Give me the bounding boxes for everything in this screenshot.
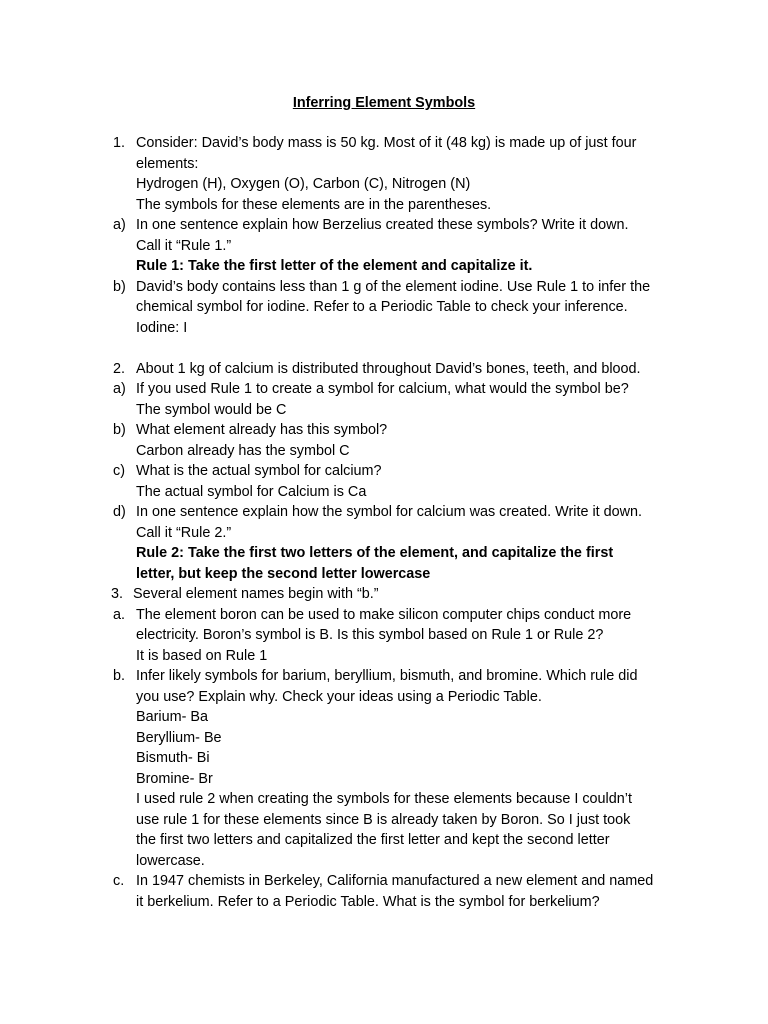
q3b-marker: b. [113, 668, 126, 684]
q2a-question: a) If you used Rule 1 to create a symbol for calcium, what would the symbol be? [0, 379, 696, 400]
q2d-marker: d) [113, 504, 126, 520]
q3b-explanation: use rule 1 for these elements since B is already taken by Boron. So I just took [136, 811, 631, 828]
q3b-answer: Bismuth- Bi [136, 750, 210, 766]
q1-line: elements: [136, 155, 199, 172]
q1a-marker: a) [113, 217, 126, 233]
document-title: Inferring Element Symbols [292, 95, 476, 111]
q3b-answer: Beryllium- Be [136, 729, 222, 746]
q1b-marker: b) [113, 278, 126, 295]
q2a-marker: a) [113, 381, 126, 397]
document-body [0, 133, 768, 912]
q3a-line: a. The element boron can be used to make silicon computer chips conduct more [0, 605, 696, 626]
q1b-line: chemical symbol for iodine. Refer to a Periodic Table to check your inference. [136, 299, 628, 315]
spacer [0, 338, 768, 359]
q3b-line: b. Infer likely symbols for barium, beryllium, bismuth, and bromine. Which rule did [0, 666, 696, 687]
q2c-question: c) What is the actual symbol for calcium? [0, 461, 696, 482]
q3a-answer: It is based on Rule 1 [136, 647, 268, 664]
q2c-answer: The actual symbol for Calcium is Ca [136, 483, 367, 500]
q3a-marker: a. [113, 606, 126, 623]
q1b-line: b) David’s body contains less than 1 g of the element iodine. Use Rule 1 to infer the [0, 277, 696, 298]
q2b-answer: Carbon already has the symbol C [136, 442, 350, 459]
rule-2-answer: letter, but keep the second letter lowercase [136, 565, 431, 582]
q2b-marker: b) [113, 422, 126, 438]
q1a-line: a) In one sentence explain how Berzelius created these symbols? Write it down. [0, 215, 696, 236]
q3b-answer: Bromine- Br [136, 770, 213, 787]
q3b-explanation: the first two letters and capitalized the first letter and kept the second letter [136, 832, 610, 848]
q3b-explanation: lowercase. [136, 852, 205, 869]
q3-marker: 3. [111, 586, 124, 602]
q2b-question: b) What element already has this symbol? [0, 420, 696, 441]
q1-line: Hydrogen (H), Oxygen (O), Carbon (C), Nitrogen (N) [136, 176, 471, 192]
q3b-line: you use? Explain why. Check your ideas using a Periodic Table. [136, 688, 542, 705]
q1-line: 1. Consider: David’s body mass is 50 kg. Most of it (48 kg) is made up of just four [0, 133, 696, 154]
q1a-line: Call it “Rule 1.” [136, 237, 232, 254]
q2d-line: d) In one sentence explain how the symbol for calcium was created. Write it down. [0, 502, 696, 523]
q3c-line: it berkelium. Refer to a Periodic Table. What is the symbol for berkelium? [136, 893, 600, 910]
q2c-marker: c) [113, 463, 125, 479]
rule-1-answer: Rule 1: Take the first letter of the element and capitalize it. [136, 258, 533, 274]
q2d-line: Call it “Rule 2.” [136, 524, 232, 541]
q3c-line: c. In 1947 chemists in Berkeley, California manufactured a new element and named [0, 871, 696, 892]
q2a-answer: The symbol would be C [136, 401, 287, 418]
q3c-marker: c. [113, 873, 125, 889]
rule-2-answer: Rule 2: Take the first two letters of the element, and capitalize the first [136, 545, 614, 561]
q3b-explanation: I used rule 2 when creating the symbols for these elements because I couldn’t [136, 791, 632, 807]
q3b-answer: Barium- Ba [136, 709, 208, 725]
q1b-answer: Iodine: I [136, 319, 188, 336]
q1-line: The symbols for these elements are in the parentheses. [136, 196, 492, 213]
q3-line: 3. Several element names begin with “b.” [0, 584, 693, 605]
q2-line: 2. About 1 kg of calcium is distributed throughout David’s bones, teeth, and blood. [0, 359, 696, 380]
q2-marker: 2. [113, 360, 126, 377]
q3a-line: electricity. Boron’s symbol is B. Is this symbol based on Rule 1 or Rule 2? [136, 627, 604, 643]
q1-marker: 1. [113, 135, 126, 151]
